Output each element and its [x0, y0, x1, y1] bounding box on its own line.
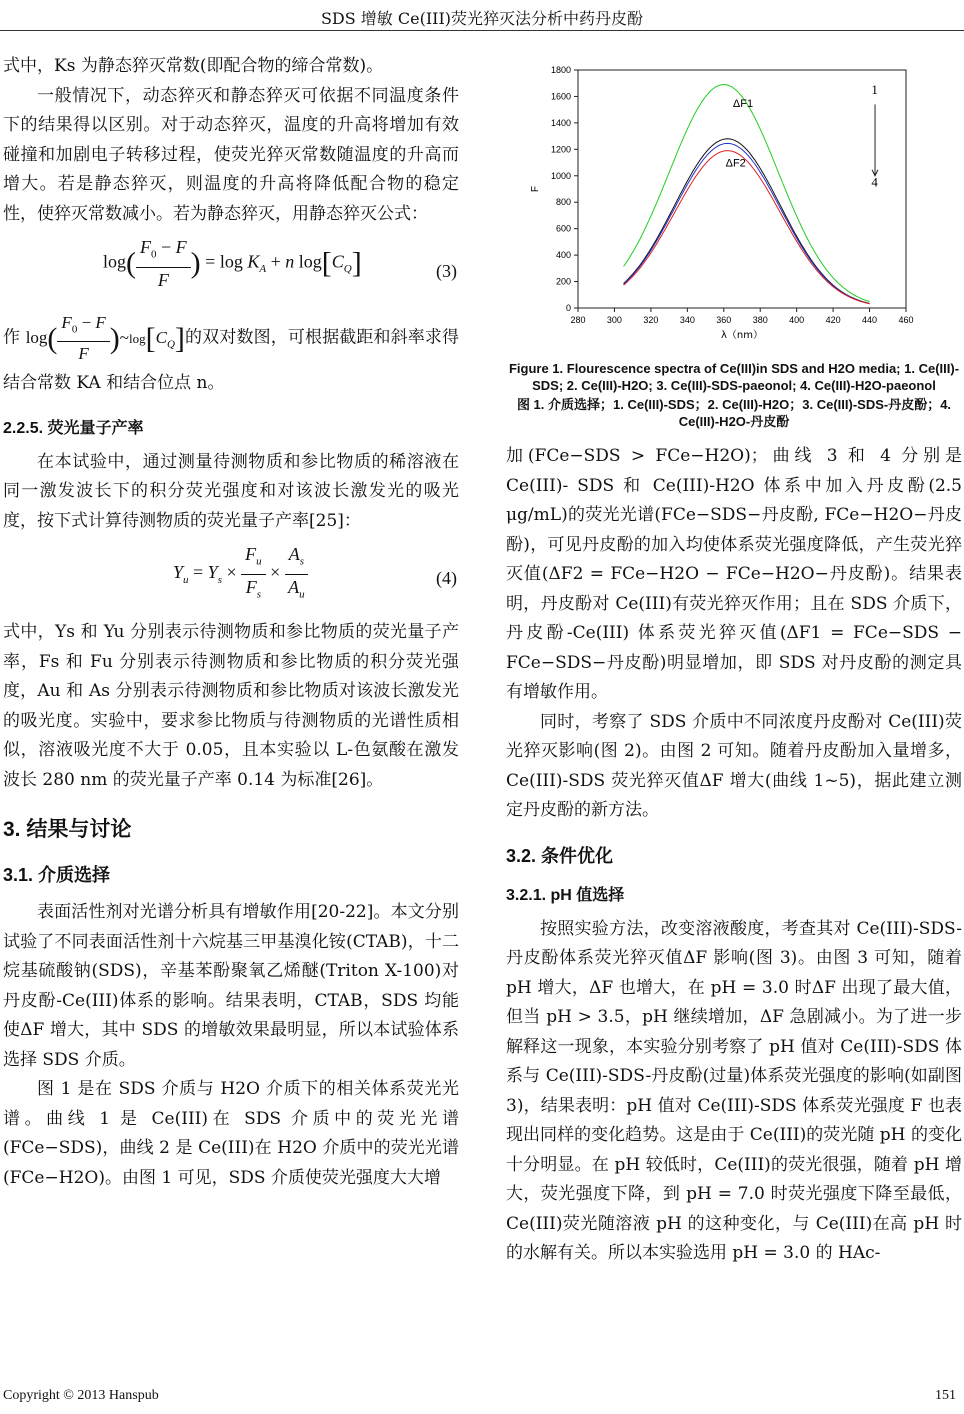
- header-rule: [0, 30, 964, 31]
- annotation-curve-4: 4: [871, 174, 878, 190]
- equation-body: $Y_u = Y_s$ × $\frac{F_u}{F_s}$ × $\frac{A_s}{A_u}$: [173, 542, 308, 606]
- figure-1: [506, 58, 962, 408]
- annotation-curve-1: 1: [871, 81, 878, 97]
- annotation-delta-f2: ΔF2: [725, 157, 746, 170]
- paragraph-plot-note: 作 log( $\frac{F_0 - F}{F}$ )$\sim\log[C_Q]$的双对数图，可根据截距和斜率求得结合常数 KA 和结合位点 n。: [3, 313, 460, 394]
- equation-3: [3, 235, 459, 305]
- x-tick-label: 440: [862, 315, 878, 325]
- footer-copyright: Copyright © 2013 Hanspub: [3, 1388, 159, 1403]
- y-tick-label: 200: [555, 276, 571, 287]
- paragraph: 图 1 是在 SDS 介质与 H2O 介质下的相关体系荧光光谱。曲线 1 是 Ce(III)在 SDS 介质中的荧光光谱(FCe−SDS)，曲线 2 是 Ce(III)在 H2O 介质中的荧光光谱(FCe−H2O)。由图 1 可见，SDS 介质使荧光强度大大增: [3, 1079, 459, 1188]
- x-axis-label: λ（nm）: [721, 330, 763, 341]
- equation-body: log( $\frac{F_0 - F}{F}$ ) = $\log K_A + n$ $\log[C_Q]$: [103, 237, 362, 290]
- x-tick-label: 280: [570, 315, 586, 325]
- paragraph: 式中，Ys 和 Yu 分别表示待测物质和参比物质的荧光量子产率，Fs 和 Fu 分别表示待测物质和参比物质的积分荧光强度，Au 和 As 分别表示待测物质和参比物质对该波长激发光的吸光度。实验中，要求参比物质与待测物质的光谱性质相似，溶液吸光度不大于 0.05，且本实验以 L-色氨酸在激发波长 280 nm 的荧光量子产率 0.14 为标准[26]。: [3, 622, 459, 790]
- x-tick-label: 360: [716, 315, 732, 325]
- x-tick-label: 460: [898, 315, 914, 325]
- right-column: [506, 58, 962, 1269]
- y-tick-label: 800: [555, 197, 571, 208]
- x-tick-label: 320: [643, 315, 659, 325]
- text: 作: [3, 327, 21, 348]
- y-tick-label: 600: [555, 223, 571, 234]
- series-line-1: [624, 85, 870, 302]
- y-tick-label: 1600: [550, 91, 571, 102]
- y-tick-label: 400: [555, 250, 571, 261]
- paragraph: 式中，Ks 为静态猝灭常数(即配合物的缔合常数)。: [3, 56, 384, 76]
- paragraph: 按照实验方法，改变溶液酸度，考查其对 Ce(III)-SDS-丹皮酚体系荧光猝灭值ΔF 影响(图 3)。由图 3 可知，随着 pH 增大，ΔF 也增大，在 pH = 3.0 时ΔF 出现了最大值，但当 pH > 3.5，pH 继续增加，ΔF 急剧减小。为了进一步解释这一现象，本实验分别考察了 pH 值对 Ce(III)-SDS 体系与 Ce(III)-SDS-丹皮酚(过量)体系荧光强度的影响(如副图 3)，结果表明：pH 值对 Ce(III)-SDS 体系荧光强度 F 也表现出同样的变化趋势。这是由于 Ce(III)的荧光随 pH 的变化十分明显。在 pH 较低时，Ce(III)的荧光很强，随着 pH 增大，荧光强度下降，到 pH = 7.0 时荧光强度下降至最低，Ce(III)荧光随溶液 pH 的这种变化，与 Ce(III)在高 pH 时的水解有关。所以本实验选用 pH = 3.0 的 HAc-: [506, 918, 962, 1263]
- fluorescence-chart: [506, 58, 962, 358]
- x-tick-label: 420: [825, 315, 841, 325]
- figure-caption-zh: 图 1. 介质选择；1. Ce(III)-SDS；2. Ce(III)-H2O；3. Ce(III)-SDS-丹皮酚；4. Ce(III)-H2O-丹皮酚: [516, 397, 952, 429]
- paragraph: 在本试验中，通过测量待测物质和参比物质的稀溶液在同一激发波长下的积分荧光强度和对该波长激发光的吸光度，按下式计算待测物质的荧光量子产率[25]：: [3, 451, 459, 531]
- series-line-2: [624, 139, 870, 304]
- paragraph: 同时，考察了 SDS 介质中不同浓度丹皮酚对 Ce(III)荧光猝灭影响(图 2)。由图 2 可知。随着丹皮酚加入量增多，Ce(III)-SDS 荧光猝灭值ΔF 增大(曲线 1~5)，据此建立测定丹皮酚的新方法。: [506, 711, 962, 820]
- y-tick-label: 1800: [550, 65, 571, 75]
- series-line-3: [624, 143, 870, 303]
- equation-number: (3): [436, 261, 457, 281]
- y-tick-label: 1400: [550, 117, 571, 128]
- annotation-delta-f1: ΔF1: [732, 98, 754, 111]
- x-tick-label: 380: [752, 315, 768, 325]
- x-tick-label: 300: [606, 315, 622, 325]
- y-tick-label: 1000: [550, 170, 571, 181]
- x-tick-label: 400: [789, 315, 805, 325]
- section-heading: 3.2.1. pH 值选择: [506, 887, 625, 904]
- section-heading: 3. 结果与讨论: [3, 818, 132, 842]
- x-tick-label: 340: [679, 315, 695, 325]
- paragraph: 一般情况下，动态猝灭和静态猝灭可依据不同温度条件下的结果得以区别。对于动态猝灭，温度的升高将增加有效碰撞和加剧电子转移过程，使荧光猝灭常数随温度的升高而增大。若是静态猝灭，则温度的升高将降低配合物的稳定性，使猝灭常数减小。若为静态猝灭，用静态猝灭公式：: [3, 85, 459, 224]
- figure-caption-en: Figure 1. Flourescence spectra of Ce(III)in SDS and H2O media; 1. Ce(III)-SDS; 2. Ce(III)-H2O; 3. Ce(III)-SDS-paeonol; 4. Ce(III)-H2O-paeonol: [508, 361, 960, 393]
- equation-number: (4): [436, 568, 457, 589]
- left-column: [3, 52, 459, 1193]
- equation-4: [3, 542, 459, 612]
- paragraph: 加(FCe−SDS > FCe−H2O)；曲线 3 和 4 分别是 Ce(III)- SDS 和 Ce(III)-H2O 体系中加入丹皮酚(2.5 μg/mL)的荧光光谱(FCe−SDS−丹皮酚, FCe−H2O−丹皮酚)，可见丹皮酚的加入均使体系荧光强度降低，产生荧光猝灭值(ΔF2 = FCe−H2O − FCe−H2O−丹皮酚)。结果表明，丹皮酚对 Ce(III)有荧光猝灭作用；且在 SDS 介质下，丹皮酚-Ce(III) 体系荧光猝灭值(ΔF1 = FCe−SDS − FCe−SDS−丹皮酚)明显增加，即 SDS 对丹皮酚的测定具有增敏作用。: [506, 446, 962, 702]
- y-tick-label: 1200: [550, 144, 571, 155]
- y-tick-label: 0: [565, 303, 571, 313]
- y-axis-label: F: [530, 185, 541, 193]
- paragraph: 表面活性剂对光谱分析具有增敏作用[20-22]。本文分别试验了不同表面活性剂十六烷基三甲基溴化铵(CTAB)，十二烷基硫酸钠(SDS)，辛基苯酚聚氧乙烯醚(Triton X-100)对丹皮酚-Ce(III)体系的影响。结果表明，CTAB，SDS 均能使ΔF 增大，其中 SDS 的增敏效果最明显，所以本试验体系选择 SDS 介质。: [3, 902, 459, 1070]
- page-number: 151: [935, 1388, 956, 1403]
- section-heading: 2.2.5. 荧光量子产率: [3, 420, 144, 438]
- series-line-4: [624, 151, 870, 304]
- text: 的双对数图，可根据截距和斜率求得结合常数 KA 和结合位点 n。: [3, 327, 460, 394]
- running-header: SDS 增敏 Ce(III)荧光猝灭法分析中药丹皮酚: [320, 9, 644, 28]
- section-heading: 3.1. 介质选择: [3, 864, 111, 885]
- section-heading: 3.2. 条件优化: [506, 845, 614, 866]
